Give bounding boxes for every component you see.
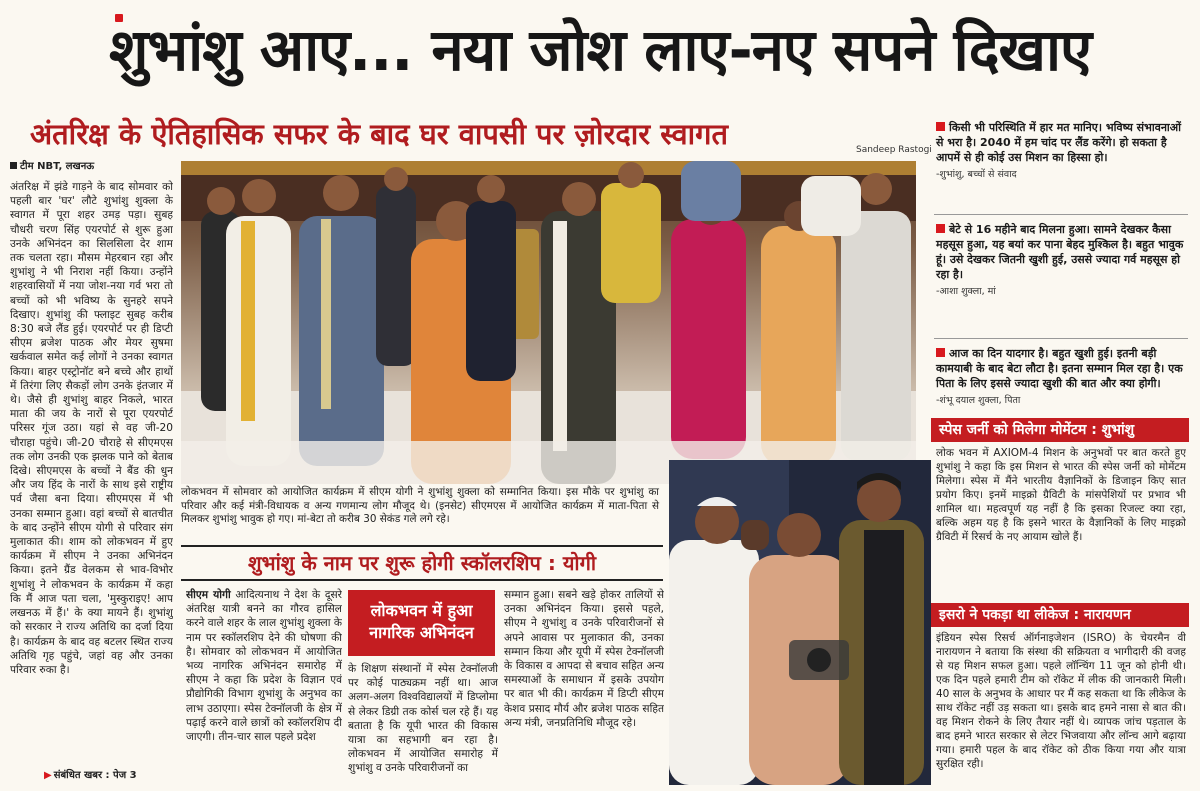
scholarship-column-2: के शिक्षण संस्थानों में स्पेस टेक्नॉलजी पर कोई पाठ्यक्रम नहीं था। आज अलग-अलग विश्वविद्यालयों में डिप्लोमा से लेकर डिग्री तक कोर्स चल रहे हैं। यह बताता है कि यूपी भारत की विकास यात्रा का सहभागी बन रहा है। लोकभवन में आयोजित समारोह में शुभांशु व उनके परिवारीजनों का: [348, 663, 498, 775]
civic-felicitation-box: लोकभवन में हुआ नागरिक अभिनंदन: [348, 590, 495, 656]
main-photo-illustration: [181, 161, 916, 484]
quote-text: आज का दिन यादगार है। बहुत खुशी हुई। इतनी बड़ी कामयाबी के बाद बेटा लौटा है। इतना सम्मान मिल रहा है। एक पिता के लिए इससे ज्यादा खुशी की बात और क्या होगी।: [936, 347, 1183, 390]
quote-mother: [936, 222, 1186, 299]
main-photo: [181, 161, 916, 484]
scholarship-lead: सीएम योगी: [186, 589, 231, 601]
isro-heading: इसरो ने पकड़ा था लीकेज : नारायणन: [931, 603, 1189, 627]
scholarship-text-1: आदित्यनाथ ने देश के दूसरे अंतरिक्ष यात्री बनने का गौरव हासिल करने वाले शहर के लाल शुभांशु शुक्ला के नाम पर स्कॉलरशिप देने की घोषणा की है। सोमवार को लोकभवन में आयोजित भव्य नागरिक अभिनंदन समारोह में सीएम ने कहा कि प्रदेश के विज्ञान एवं प्रौद्योगिकी विभाग शुभांशु के अनुभव का लाभ उठाएगा। स्पेस टेक्नॉलजी के क्षेत्र में पढ़ाई करने वाले छात्रों को स्कॉलरशिप दी जाएगी। तीन-चार साल पहले प्रदेश: [186, 589, 342, 744]
space-journey-heading: स्पेस जर्नी को मिलेगा मोमेंटम : शुभांशु: [931, 418, 1189, 442]
intro-article-text: अंतरिक्ष में झंडे गाड़ने के बाद सोमवार को पहली बार 'घर' लौटे शुभांशु शुक्ला के स्वागत में पूरा शहर उमड़ पड़ा। सुबह चौधरी चरण सिंह एयरपोर्ट से शुरू हुआ उनके अभिनंदन का सिलसिला देर शाम तक चलता रहा। मौसम मेहरबान रहा और शुभांशु ने भी निराश नहीं किया। उन्होंने शहरवासियों में नया जोश-नया गर्व भरा तो बच्चों को भी भविष्य के सुनहरे सपने दिखाए। शुभांशु की फ्लाइट सुबह करीब 8:30 बजे लैंड हुई। एयरपोर्ट पर ही डिप्टी सीएम ब्रजेश पाठक और मेयर सुषमा खर्कवाल समेत कई लोगों ने उनका स्वागत किया। बाहर एस्ट्रोनॉट बने बच्चे और हाथों में तिरंगा लिए सैकड़ों लोग उनके इंतजार में थे। जैसे ही शुभांशु बाहर निकले, भारत माता की जय के नारों से पूरा एयरपोर्ट परिसर गूंज उठा। यहां से वह जी-20 चौराहा पहुंचे। जी-20 चौराहे से सीएमएस तक लोग उनकी एक झलक पाने को बेताब दिखे। सीएमएस के बच्चों ने बैंड की धुन और जय हिंद के नारों के साथ इसे राष्ट्रीय पर्व जैसा बना दिया। सीएमएस में भी उनका सम्मान हुआ। वहां बच्चों से बातचीत के बाद उन्होंने सीएम योगी से परिवार संग मुलाकात की। शाम को लोकभवन में हुए कार्यक्रम में सीएम ने उनका अभिनंदन किया। इतने ग्रैंड वेलकम से भाव-विभोर शुभांशु ने लोकभवन के कार्यक्रम में कहा कि मैं आज पता चला, 'मुस्कुराइए! आप लखनऊ में हैं।' के क्या मायने हैं। शुभांशु को सरकार ने राज्य अतिथि का दर्जा दिया है। कार्यक्रम के बाद वह बटलर स्थित राज्य अतिथि गृह पहुंचे, जहां वह और उनका परिवार रुका है।: [10, 181, 173, 676]
byline-square-icon: [10, 162, 17, 169]
isro-text: इंडियन स्पेस रिसर्च ऑर्गनाइजेशन (ISRO) के चेयरमैन वी नारायणन ने बताया कि संस्था की सक्रियता व भागीदारी की वजह से यह मिशन सफल हुआ। पहले लॉन्चिंग 11 जून को होनी थी। एक दिन पहले हमारी टीम को रॉकेट में लीक की जानकारी मिली। 40 साल के अनुभव के आधार पर मैं कह सकता था कि लीकेज के साथ रॉकेट नहीं उड़ सकता था। इसके बाद हमने नासा से बात की। वह मिशन रोकने के लिए तैयार नहीं थे। व्यापक जांच पड़ताल के बाद हमने भारत सरकार से लेटर भिजवाया और लॉन्च आगे बढ़ाया गया। हमारी पहल के बाद रॉकेट को ठीक किया गया और यात्रा सुरक्षित रही।: [936, 632, 1186, 770]
quote-text: किसी भी परिस्थिति में हार मत मानिए। भविष्य संभावनाओं से भरा है। 2040 में हम चांद पर लैंड करेंगे। हो सकता है आपमें से ही कोई उस मिशन का हिस्सा हो।: [936, 121, 1182, 164]
byline-text: टीम NBT, लखनऊ: [20, 161, 95, 172]
subheadline: अंतरिक्ष के ऐतिहासिक सफर के बाद घर वापसी पर ज़ोरदार स्वागत: [30, 117, 729, 151]
scholarship-column-3: सम्मान हुआ। सबने खड़े होकर तालियों से उनका अभिनंदन किया। इससे पहले, सीएम ने शुभांशु व उनके परिवारीजनों से अपने आवास पर मुलाकात की, उनका सम्मान किया और यूपी में स्पेस टेक्नॉलजी के विकास व आपदा से बचाव सहित अन्य समस्याओं के समाधान में इसके उपयोग पर बात भी की। कार्यक्रम में डिप्टी सीएम केशव प्रसाद मौर्य और ब्रजेश पाठक सहित अन्य मंत्री, जनप्रतिनिधि मौजूद रहे।: [504, 589, 664, 729]
space-journey-text: लोक भवन में AXIOM-4 मिशन के अनुभवों पर बात करते हुए शुभांशु ने कहा कि इस मिशन से भारत की स्पेस जर्नी को मोमेंटम मिलेगा। स्पेस में मैंने भारतीय वैज्ञानिकों के डिजाइन किए सात प्रयोग किए। इनमें माइक्रो ग्रैविटी के मांसपेशियों पर प्रभाव भी शामिल था। महत्वपूर्ण यह नहीं है कि इसका रिजल्ट क्या रहा, बल्कि अहम यह है कि इसने भारत के वैज्ञानिकों के लिए माइक्रो ग्रैविटी में रिसर्च के नए आयाम खोले हैं।: [936, 447, 1186, 543]
headline: शुभांशु आए... नया जोश लाए-नए सपने दिखाए: [108, 16, 1092, 84]
quote-mark-icon: [936, 348, 945, 357]
quote-text: बेटे से 16 महीने बाद मिलना हुआ। सामने देखकर कैसा महसूस हुआ, यह बयां कर पाना बेहद मुश्किल है। बहुत भावुक हूं। उसे देखकर जितनी खुशी हुई, उससे ज्यादा गर्व महसूस हो रहा है।: [936, 223, 1184, 281]
divider: [934, 214, 1188, 215]
arrow-icon: ▶: [44, 770, 52, 781]
quote-source: -आशा शुक्ला, मां: [936, 286, 996, 297]
byline: [10, 158, 94, 172]
photo-credit: Sandeep Rastogi: [856, 145, 932, 155]
quote-shubhanshu: [936, 120, 1186, 182]
quote-mark-icon: [936, 224, 945, 233]
main-photo-caption: लोकभवन में सोमवार को आयोजित कार्यक्रम में सीएम योगी ने शुभांशु शुक्ला को सम्मानित किया। इस मौके पर शुभांशु का परिवार और कई मंत्री-विधायक व अन्य गणमान्य लोग मौजूद थे। (इनसेट) सीएमएस में आयोजित कार्यक्रम में माता-पिता से मिलकर शुभांशु भावुक हो गए। मां-बेटा तो करीब 30 सेकंड गले लगे रहे।: [181, 486, 659, 525]
related-news-link[interactable]: [44, 767, 137, 781]
quote-father: [936, 346, 1186, 408]
quote-source: -शंभू दयाल शुक्ला, पिता: [936, 395, 1021, 406]
inset-photo-family: [669, 460, 931, 785]
scholarship-column-1: [186, 588, 342, 784]
scholarship-heading: शुभांशु के नाम पर शुरू होगी स्कॉलरशिप : योगी: [181, 545, 663, 581]
quote-source: -शुभांशु, बच्चों से संवाद: [936, 169, 1017, 180]
divider: [934, 338, 1188, 339]
related-news-text: संबंधित खबर : पेज 3: [53, 770, 137, 781]
inset-photo-illustration: [669, 460, 931, 785]
quote-mark-icon: [936, 122, 945, 131]
